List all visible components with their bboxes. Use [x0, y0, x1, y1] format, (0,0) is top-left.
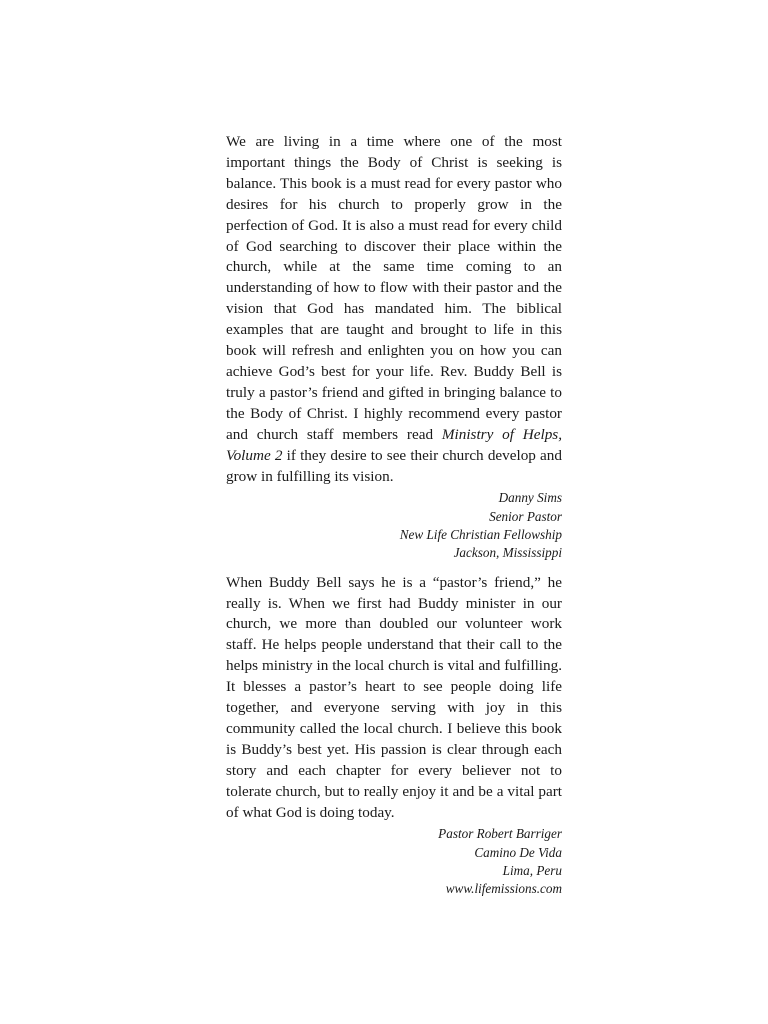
- endorser-name: Danny Sims: [498, 490, 562, 506]
- endorsement-body: [226, 132, 562, 487]
- endorsement-robert-barriger: [226, 573, 562, 899]
- endorser-website: www.lifemissions.com: [445, 881, 562, 897]
- endorser-organization: Camino De Vida: [474, 844, 562, 860]
- endorser-location: Lima, Peru: [502, 863, 562, 879]
- endorser-organization: New Life Christian Fellowship: [399, 527, 562, 542]
- endorsement-text-before: We are living in a time where one of the most important things the Body of Christ is seeking is balance. This book is a must read for every pastor who desires for his church to properly grow in the perfection of God. It is also a must read for every child of God searching to discover their place within the church, while at the same time coming to an understanding of how to flow with their pastor and the vision that God has mandated him. The biblical examples that are taught and brought to life in this book will refresh and enlighten you on how you can achieve God’s best for your life. Rev. Buddy Bell is truly a pastor’s friend and gifted in bringing balance to the Body of Christ. I highly recommend every pastor and church staff members read: [226, 133, 562, 443]
- endorsement-body: When Buddy Bell says he is a “pastor’s friend,” he really is. When we first had Buddy minister in our church, we more than doubled our volunteer work staff. He helps people understand that their call to the helps ministry in the local church is vital and fulfilling. It blesses a pastor’s heart to see people doing life together, and everyone serving with joy in this community called the local church. I believe this book is Buddy’s best yet. His passion is clear through each story and each chapter for every believer not to tolerate church, but to really enjoy it and be a vital part of what God is doing today.: [226, 573, 562, 821]
- endorsement-attribution: [226, 825, 562, 898]
- book-title: Ministry of Helps, Volume 2: [226, 425, 563, 464]
- endorser-location: Jackson, Mississippi: [453, 545, 562, 561]
- endorser-role: Senior Pastor: [489, 508, 562, 524]
- endorsement-text-after: if they desire to see their church develop and grow in fulfilling its vision.: [226, 446, 562, 485]
- endorsement-attribution: [226, 489, 562, 562]
- endorsement-danny-sims: [226, 132, 562, 563]
- page-content: [226, 132, 562, 899]
- endorser-name: Pastor Robert Barriger: [438, 826, 562, 842]
